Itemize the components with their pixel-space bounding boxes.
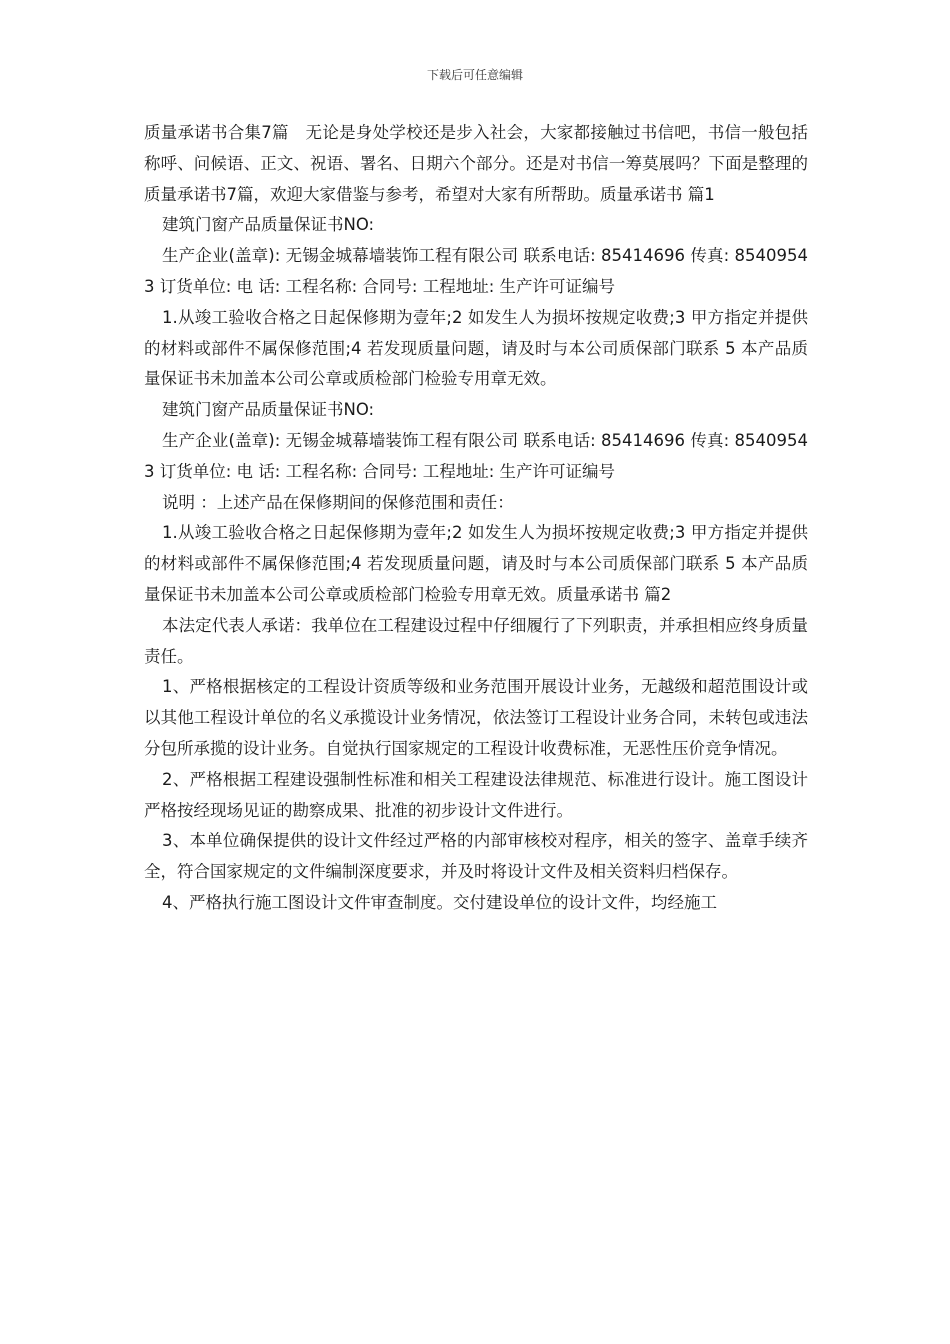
paragraph: 4、严格执行施工图设计文件审查制度。交付建设单位的设计文件，均经施工: [162, 892, 717, 912]
document-body: [144, 118, 808, 919]
paragraph: 3、本单位确保提供的设计文件经过严格的内部审核校对程序，相关的签字、盖章手续齐全，符合国家规定的文件编制深度要求，并及时将设计文件及相关资料归档保存。: [144, 831, 808, 882]
paragraph: 质量承诺书合集7篇 无论是身处学校还是步入社会，大家都接触过书信吧，书信一般包括称呼、问候语、正文、祝语、署名、日期六个部分。还是对书信一筹莫展吗？下面是整理的质量承诺书7篇，欢迎大家借鉴与参考，希望对大家有所帮助。质量承诺书 篇1: [144, 123, 808, 204]
paragraph: 生产企业(盖章): 无锡金城幕墙装饰工程有限公司 联系电话: 85414696 传真: 85409543 订货单位: 电 话: 工程名称: 合同号: 工程地址: 生产许可证编号: [144, 430, 808, 481]
paragraph: 本法定代表人承诺：我单位在工程建设过程中仔细履行了下列职责，并承担相应终身质量责任。: [144, 615, 808, 666]
paragraph: 建筑门窗产品质量保证书NO:: [162, 215, 375, 235]
paragraph: 建筑门窗产品质量保证书NO:: [162, 400, 375, 420]
paragraph: 1.从竣工验收合格之日起保修期为壹年;2 如发生人为损坏按规定收费;3 甲方指定并提供的材料或部件不属保修范围;4 若发现质量问题，请及时与本公司质保部门联系 5 本产品质量保证书未加盖本公司公章或质检部门检验专用章无效。质量承诺书 篇2: [144, 523, 808, 604]
paragraph: 说明 ：上述产品在保修期间的保修范围和责任：: [162, 492, 514, 512]
paragraph: 1、严格根据核定的工程设计资质等级和业务范围开展设计业务，无越级和超范围设计或以其他工程设计单位的名义承揽设计业务情况，依法签订工程设计业务合同，未转包或违法分包所承揽的设计业务。自觉执行国家规定的工程设计收费标准，无恶性压价竞争情况。: [144, 677, 808, 758]
page-header-note: 下载后可任意编辑: [426, 68, 523, 82]
paragraph: 2、严格根据工程建设强制性标准和相关工程建设法律规范、标准进行设计。施工图设计严格按经现场见证的勘察成果、批准的初步设计文件进行。: [144, 769, 808, 820]
paragraph: 1.从竣工验收合格之日起保修期为壹年;2 如发生人为损坏按规定收费;3 甲方指定并提供的材料或部件不属保修范围;4 若发现质量问题，请及时与本公司质保部门联系 5 本产品质量保证书未加盖本公司公章或质检部门检验专用章无效。: [144, 307, 808, 389]
paragraph: 生产企业(盖章): 无锡金城幕墙装饰工程有限公司 联系电话: 85414696 传真: 85409543 订货单位: 电 话: 工程名称: 合同号: 工程地址: 生产许可证编号: [144, 246, 808, 296]
